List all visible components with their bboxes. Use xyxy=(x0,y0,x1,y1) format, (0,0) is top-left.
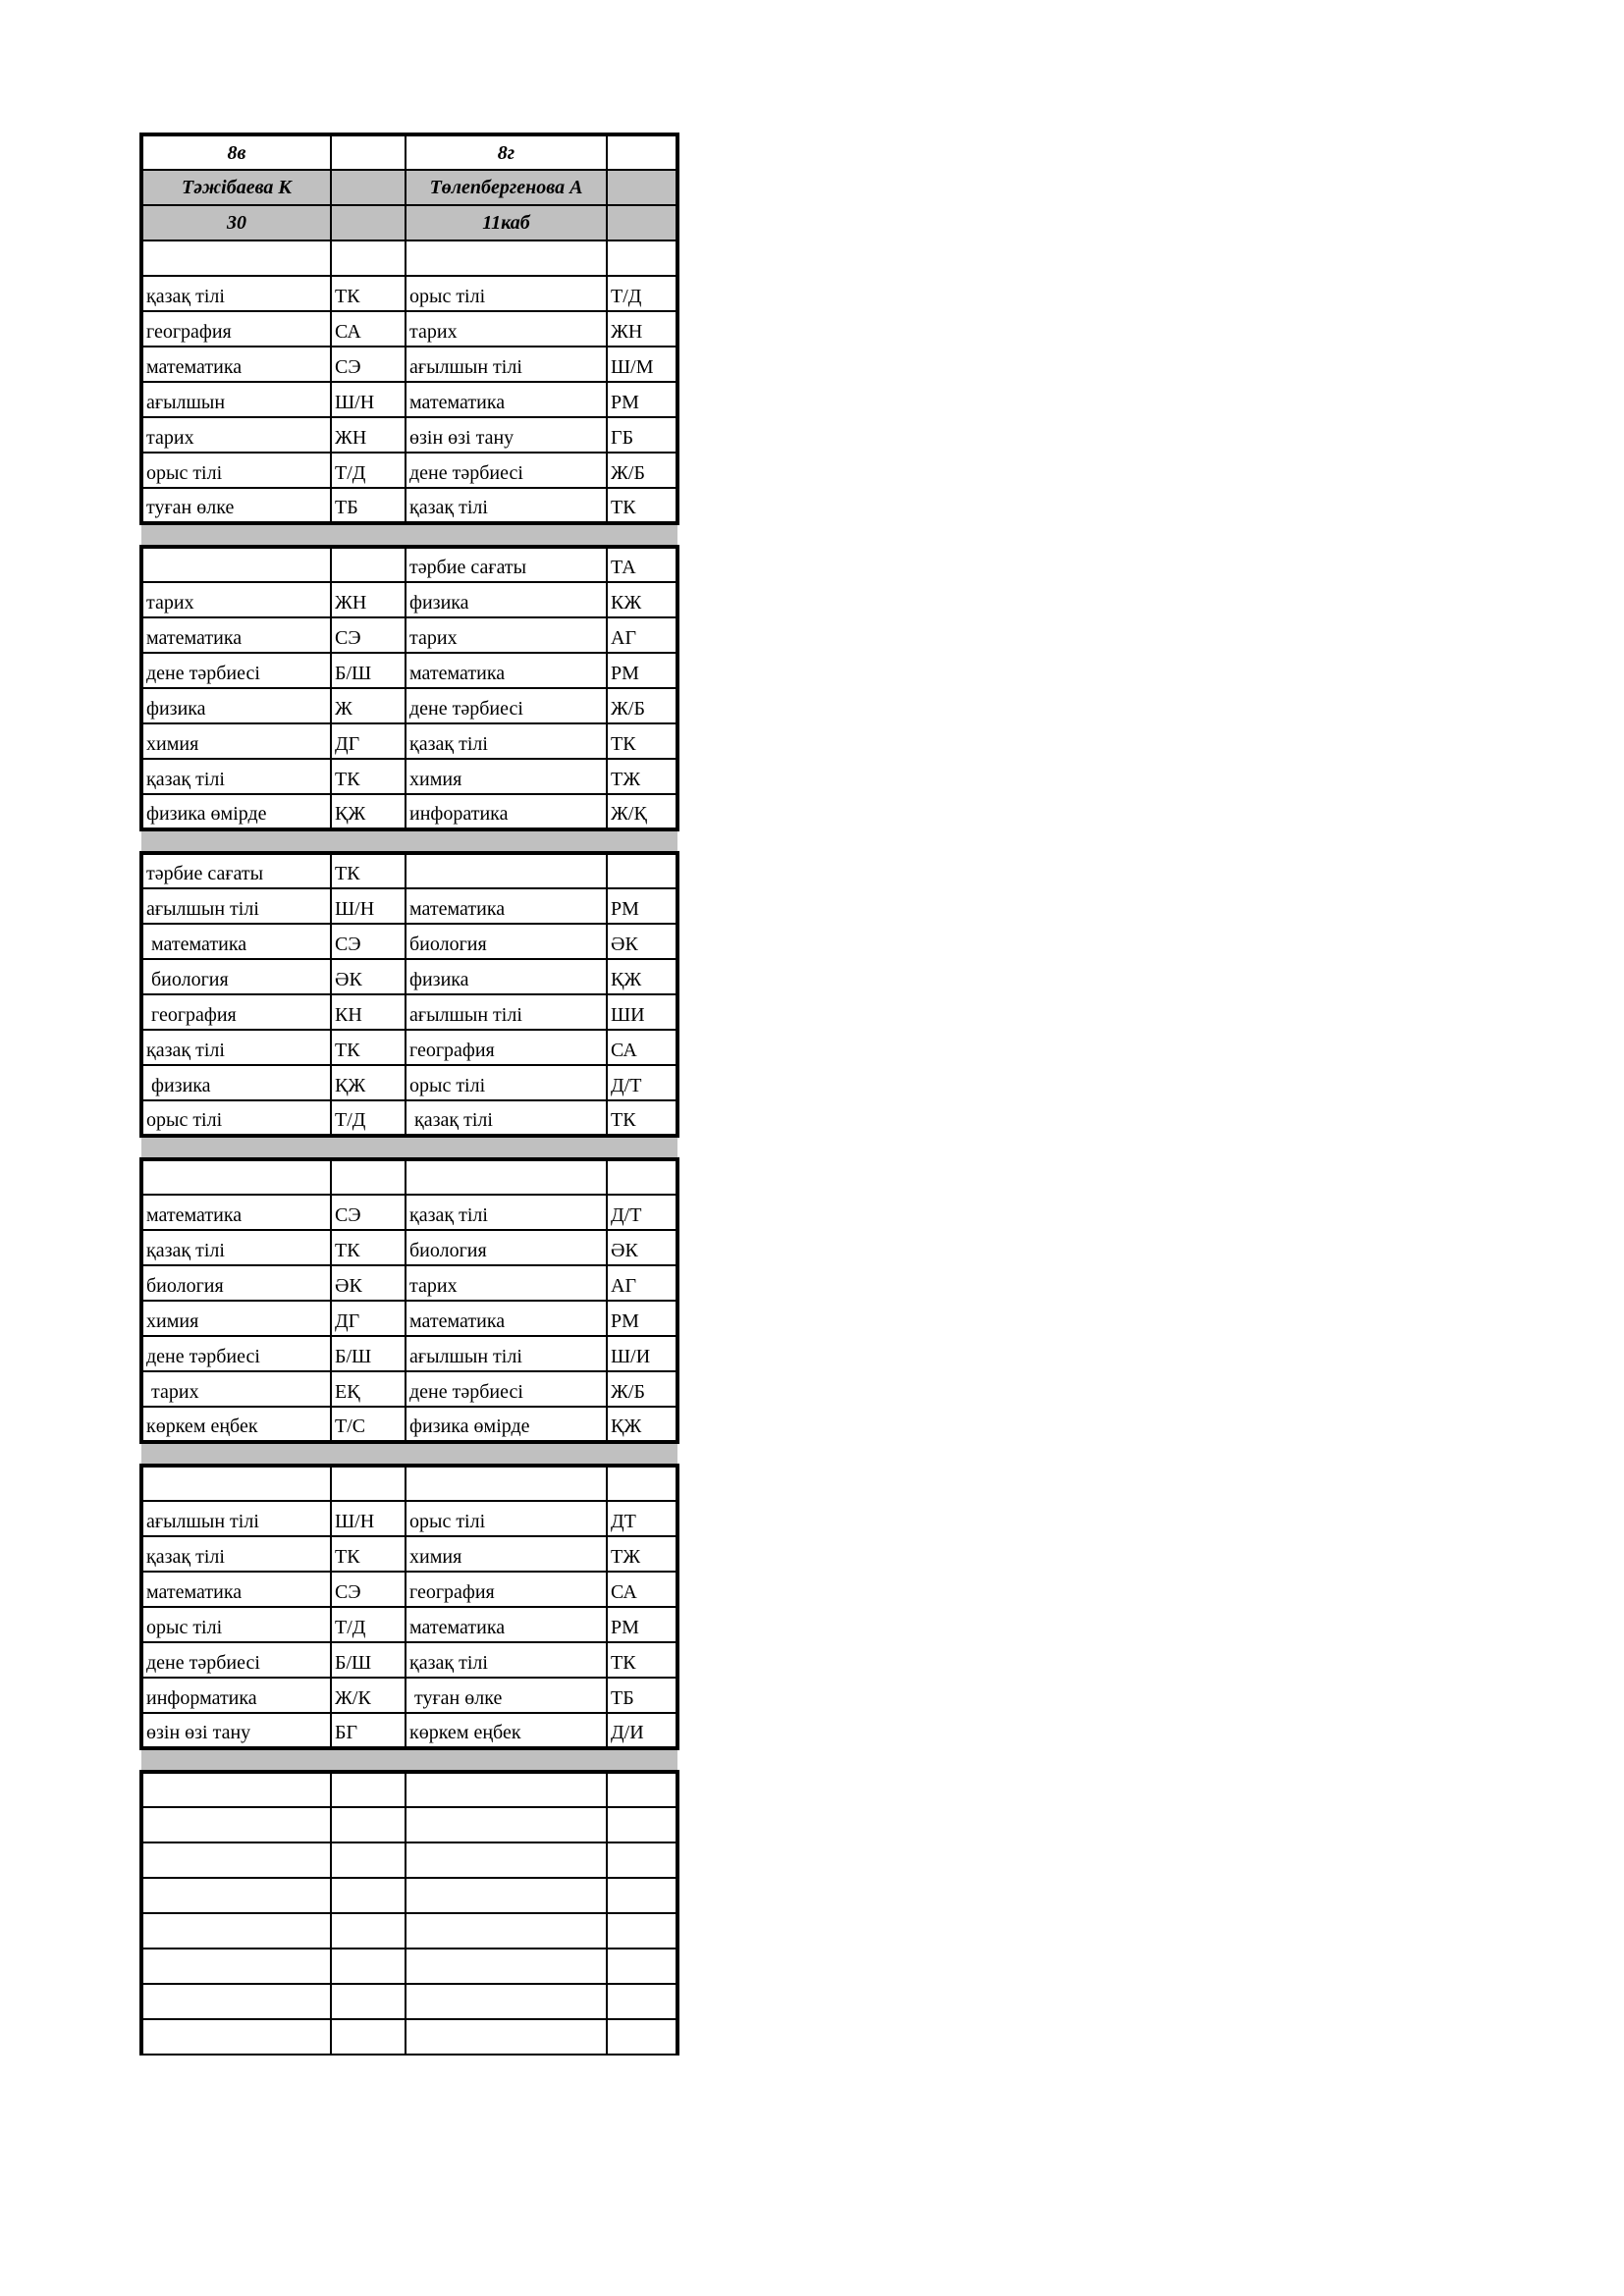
teacher-code-left: Б/Ш xyxy=(331,1336,406,1371)
teacher-code-right xyxy=(607,1466,677,1501)
subject-right: математика xyxy=(406,888,607,924)
subject-left: биология xyxy=(141,1265,331,1301)
lesson-row xyxy=(141,759,677,794)
subject-left xyxy=(141,1159,331,1195)
teacher-header-row xyxy=(141,170,677,205)
teacher-code-right: РМ xyxy=(607,1301,677,1336)
teacher-code-left xyxy=(331,1807,406,1842)
subject-right xyxy=(406,2019,607,2055)
subject-left: дене тәрбиесі xyxy=(141,653,331,688)
subject-right: география xyxy=(406,1572,607,1607)
teacher-code-left: Т/Д xyxy=(331,1100,406,1136)
subject-right: туған өлке xyxy=(406,1678,607,1713)
teacher-code-left xyxy=(331,1842,406,1878)
subject-left: ағылшын xyxy=(141,382,331,417)
teacher-code-right: ТЖ xyxy=(607,1536,677,1572)
subject-right: қазақ тілі xyxy=(406,1642,607,1678)
teacher-code-right: ӘК xyxy=(607,924,677,959)
day-separator-cell xyxy=(141,829,331,853)
teacher-code-right: ЖН xyxy=(607,311,677,347)
subject-left xyxy=(141,1878,331,1913)
subject-left xyxy=(141,1466,331,1501)
teacher-code-left: Т/Д xyxy=(331,1607,406,1642)
day-separator xyxy=(141,1136,677,1159)
teacher-code-right: ШИ xyxy=(607,994,677,1030)
subject-right: физика өмірде xyxy=(406,1407,607,1442)
day-separator-cell xyxy=(406,829,607,853)
teacher-code-right: ӘК xyxy=(607,1230,677,1265)
subject-right: математика xyxy=(406,653,607,688)
subject-right: орыс тілі xyxy=(406,1065,607,1100)
teacher-header-spacer xyxy=(331,170,406,205)
lesson-row xyxy=(141,1949,677,1984)
room-header-spacer xyxy=(331,205,406,240)
subject-right: биология xyxy=(406,924,607,959)
subject-right: тәрбие сағаты xyxy=(406,547,607,582)
day-separator-cell xyxy=(607,1442,677,1466)
teacher-code-left: Б/Ш xyxy=(331,653,406,688)
subject-right: химия xyxy=(406,1536,607,1572)
teacher-code-right: ҚЖ xyxy=(607,1407,677,1442)
lesson-row xyxy=(141,1678,677,1713)
teacher-name-left: Тәжібаева К xyxy=(141,170,331,205)
room-header-spacer xyxy=(607,205,677,240)
teacher-code-left: ӘК xyxy=(331,959,406,994)
teacher-code-left: Ж/К xyxy=(331,1678,406,1713)
lesson-row xyxy=(141,959,677,994)
subject-right: физика xyxy=(406,959,607,994)
day-separator-cell xyxy=(141,1136,331,1159)
teacher-code-left: ТК xyxy=(331,1536,406,1572)
subject-left: тарих xyxy=(141,417,331,453)
lesson-row xyxy=(141,417,677,453)
subject-right: химия xyxy=(406,759,607,794)
teacher-name-right: Төлепбергенова А xyxy=(406,170,607,205)
subject-left: тарих xyxy=(141,582,331,617)
lesson-row xyxy=(141,453,677,488)
subject-left xyxy=(141,1772,331,1807)
subject-right: география xyxy=(406,1030,607,1065)
subject-left: география xyxy=(141,311,331,347)
teacher-code-right xyxy=(607,1949,677,1984)
day-separator-cell xyxy=(607,829,677,853)
subject-right: инфоратика xyxy=(406,794,607,829)
subject-right xyxy=(406,1159,607,1195)
subject-left: информатика xyxy=(141,1678,331,1713)
teacher-code-right xyxy=(607,240,677,276)
subject-left: өзін өзі тану xyxy=(141,1713,331,1748)
teacher-code-right: РМ xyxy=(607,1607,677,1642)
teacher-code-right xyxy=(607,1984,677,2019)
lesson-row xyxy=(141,1265,677,1301)
teacher-code-right: Т/Д xyxy=(607,276,677,311)
subject-left xyxy=(141,1807,331,1842)
lesson-row xyxy=(141,1030,677,1065)
teacher-code-right: ГБ xyxy=(607,417,677,453)
subject-right xyxy=(406,1772,607,1807)
subject-right xyxy=(406,1984,607,2019)
lesson-row xyxy=(141,1159,677,1195)
lesson-row xyxy=(141,1572,677,1607)
subject-right: қазақ тілі xyxy=(406,1100,607,1136)
day-separator-cell xyxy=(141,1442,331,1466)
subject-right: дене тәрбиесі xyxy=(406,688,607,723)
subject-left: математика xyxy=(141,1572,331,1607)
subject-right xyxy=(406,853,607,888)
lesson-row xyxy=(141,888,677,924)
teacher-code-left: ЖН xyxy=(331,582,406,617)
subject-left: география xyxy=(141,994,331,1030)
teacher-code-right: АГ xyxy=(607,1265,677,1301)
subject-right: математика xyxy=(406,1607,607,1642)
subject-right: тарих xyxy=(406,1265,607,1301)
lesson-row xyxy=(141,617,677,653)
teacher-code-right: РМ xyxy=(607,653,677,688)
day-separator-cell xyxy=(406,523,607,547)
lesson-row xyxy=(141,1984,677,2019)
lesson-row xyxy=(141,688,677,723)
subject-left: қазақ тілі xyxy=(141,1230,331,1265)
subject-right xyxy=(406,1807,607,1842)
room-right: 11каб xyxy=(406,205,607,240)
day-separator-cell xyxy=(331,829,406,853)
subject-right xyxy=(406,1878,607,1913)
day-separator-cell xyxy=(331,1136,406,1159)
day-separator-cell xyxy=(141,1748,331,1772)
timetable xyxy=(139,133,679,2056)
subject-right: дене тәрбиесі xyxy=(406,453,607,488)
class-name-right: 8г xyxy=(406,134,607,170)
subject-left: қазақ тілі xyxy=(141,1030,331,1065)
lesson-row xyxy=(141,1913,677,1949)
lesson-row xyxy=(141,1713,677,1748)
teacher-code-left: ӘК xyxy=(331,1265,406,1301)
teacher-code-left: ДГ xyxy=(331,1301,406,1336)
teacher-code-right: СА xyxy=(607,1030,677,1065)
teacher-code-right: ТК xyxy=(607,723,677,759)
teacher-code-right xyxy=(607,1772,677,1807)
subject-right: математика xyxy=(406,1301,607,1336)
subject-left xyxy=(141,1984,331,2019)
subject-left xyxy=(141,1842,331,1878)
teacher-code-right: ТК xyxy=(607,1100,677,1136)
teacher-code-right: Ж/Қ xyxy=(607,794,677,829)
teacher-code-left xyxy=(331,1949,406,1984)
teacher-code-left xyxy=(331,1466,406,1501)
class-header-spacer xyxy=(331,134,406,170)
lesson-row xyxy=(141,1301,677,1336)
teacher-code-left: СЭ xyxy=(331,1195,406,1230)
class-header-spacer xyxy=(607,134,677,170)
teacher-code-left: КН xyxy=(331,994,406,1030)
day-separator xyxy=(141,829,677,853)
subject-left: биология xyxy=(141,959,331,994)
subject-left: математика xyxy=(141,617,331,653)
lesson-row xyxy=(141,853,677,888)
teacher-code-left: ТК xyxy=(331,1030,406,1065)
lesson-row xyxy=(141,1607,677,1642)
lesson-row xyxy=(141,1878,677,1913)
teacher-code-right: Ж/Б xyxy=(607,1371,677,1407)
day-separator xyxy=(141,1442,677,1466)
teacher-code-left: СА xyxy=(331,311,406,347)
subject-left: математика xyxy=(141,347,331,382)
lesson-row xyxy=(141,240,677,276)
teacher-code-left: ТБ xyxy=(331,488,406,523)
lesson-row xyxy=(141,794,677,829)
subject-right: ағылшын тілі xyxy=(406,994,607,1030)
teacher-code-left xyxy=(331,1984,406,2019)
teacher-code-right: РМ xyxy=(607,382,677,417)
teacher-code-right: Д/Т xyxy=(607,1195,677,1230)
teacher-code-right xyxy=(607,1842,677,1878)
lesson-row xyxy=(141,1501,677,1536)
lesson-row xyxy=(141,1407,677,1442)
subject-right: тарих xyxy=(406,617,607,653)
lesson-row xyxy=(141,1642,677,1678)
teacher-code-left: СЭ xyxy=(331,924,406,959)
teacher-code-left: ЖН xyxy=(331,417,406,453)
teacher-code-right: Д/Т xyxy=(607,1065,677,1100)
lesson-row xyxy=(141,582,677,617)
subject-right: биология xyxy=(406,1230,607,1265)
day-separator-cell xyxy=(607,1136,677,1159)
subject-left: дене тәрбиесі xyxy=(141,1336,331,1371)
teacher-code-right: Ж/Б xyxy=(607,688,677,723)
teacher-code-left: СЭ xyxy=(331,1572,406,1607)
teacher-code-left: ТК xyxy=(331,853,406,888)
lesson-row xyxy=(141,924,677,959)
subject-right xyxy=(406,1466,607,1501)
subject-left: қазақ тілі xyxy=(141,759,331,794)
subject-right: қазақ тілі xyxy=(406,488,607,523)
subject-left: химия xyxy=(141,723,331,759)
teacher-code-right: Д/И xyxy=(607,1713,677,1748)
subject-left: физика xyxy=(141,688,331,723)
lesson-row xyxy=(141,1336,677,1371)
teacher-code-right: СА xyxy=(607,1572,677,1607)
teacher-code-left xyxy=(331,1878,406,1913)
subject-right: ағылшын тілі xyxy=(406,1336,607,1371)
teacher-code-left xyxy=(331,2019,406,2055)
day-separator-cell xyxy=(607,523,677,547)
teacher-code-left: Ш/Н xyxy=(331,382,406,417)
teacher-code-left xyxy=(331,1772,406,1807)
subject-left: қазақ тілі xyxy=(141,276,331,311)
teacher-code-right xyxy=(607,1878,677,1913)
subject-right: қазақ тілі xyxy=(406,723,607,759)
lesson-row xyxy=(141,488,677,523)
class-header-row xyxy=(141,134,677,170)
subject-right: қазақ тілі xyxy=(406,1195,607,1230)
subject-left: орыс тілі xyxy=(141,1607,331,1642)
teacher-code-left: СЭ xyxy=(331,617,406,653)
teacher-code-right: ТА xyxy=(607,547,677,582)
lesson-row xyxy=(141,1065,677,1100)
subject-right: ағылшын тілі xyxy=(406,347,607,382)
teacher-code-right xyxy=(607,2019,677,2055)
subject-left: химия xyxy=(141,1301,331,1336)
subject-left: қазақ тілі xyxy=(141,1536,331,1572)
lesson-row xyxy=(141,1195,677,1230)
teacher-code-left: Т/Д xyxy=(331,453,406,488)
teacher-code-left: БГ xyxy=(331,1713,406,1748)
teacher-code-right xyxy=(607,1913,677,1949)
teacher-code-right: РМ xyxy=(607,888,677,924)
teacher-code-left: Ш/Н xyxy=(331,1501,406,1536)
day-separator xyxy=(141,523,677,547)
day-separator-cell xyxy=(406,1136,607,1159)
lesson-row xyxy=(141,547,677,582)
teacher-code-left: Т/С xyxy=(331,1407,406,1442)
teacher-code-left: ТК xyxy=(331,276,406,311)
day-separator-cell xyxy=(331,1442,406,1466)
teacher-code-left xyxy=(331,1913,406,1949)
subject-left: көркем еңбек xyxy=(141,1407,331,1442)
teacher-code-left: ҚЖ xyxy=(331,794,406,829)
subject-left: тарих xyxy=(141,1371,331,1407)
teacher-code-right: ТК xyxy=(607,1642,677,1678)
day-separator-cell xyxy=(141,523,331,547)
teacher-code-right: Ш/М xyxy=(607,347,677,382)
subject-left xyxy=(141,1949,331,1984)
teacher-code-left: ЕҚ xyxy=(331,1371,406,1407)
subject-right: көркем еңбек xyxy=(406,1713,607,1748)
subject-right: орыс тілі xyxy=(406,276,607,311)
subject-right xyxy=(406,1913,607,1949)
lesson-row xyxy=(141,653,677,688)
subject-left: дене тәрбиесі xyxy=(141,1642,331,1678)
teacher-code-left: ДГ xyxy=(331,723,406,759)
room-header-row xyxy=(141,205,677,240)
teacher-code-right: ҚЖ xyxy=(607,959,677,994)
teacher-code-left: ТК xyxy=(331,1230,406,1265)
day-separator-cell xyxy=(406,1442,607,1466)
teacher-code-left: ТК xyxy=(331,759,406,794)
teacher-code-left xyxy=(331,547,406,582)
subject-left: математика xyxy=(141,1195,331,1230)
teacher-code-left: ҚЖ xyxy=(331,1065,406,1100)
subject-left: тәрбие сағаты xyxy=(141,853,331,888)
teacher-code-left xyxy=(331,1159,406,1195)
lesson-row xyxy=(141,1371,677,1407)
lesson-row xyxy=(141,1536,677,1572)
lesson-row xyxy=(141,723,677,759)
teacher-code-right xyxy=(607,1159,677,1195)
subject-right: дене тәрбиесі xyxy=(406,1371,607,1407)
day-separator-cell xyxy=(331,1748,406,1772)
subject-left: математика xyxy=(141,924,331,959)
teacher-code-left xyxy=(331,240,406,276)
teacher-code-right: АГ xyxy=(607,617,677,653)
teacher-header-spacer xyxy=(607,170,677,205)
room-left: 30 xyxy=(141,205,331,240)
teacher-code-right: Ж/Б xyxy=(607,453,677,488)
subject-right xyxy=(406,240,607,276)
teacher-code-right: ТК xyxy=(607,488,677,523)
day-separator-cell xyxy=(607,1748,677,1772)
teacher-code-right: КЖ xyxy=(607,582,677,617)
day-separator-cell xyxy=(406,1748,607,1772)
subject-right xyxy=(406,1842,607,1878)
subject-right: орыс тілі xyxy=(406,1501,607,1536)
teacher-code-right: ДТ xyxy=(607,1501,677,1536)
subject-left: орыс тілі xyxy=(141,453,331,488)
subject-left: туған өлке xyxy=(141,488,331,523)
teacher-code-right: Ш/И xyxy=(607,1336,677,1371)
lesson-row xyxy=(141,2019,677,2055)
subject-right: тарих xyxy=(406,311,607,347)
lesson-row xyxy=(141,994,677,1030)
subject-left: физика өмірде xyxy=(141,794,331,829)
subject-left xyxy=(141,547,331,582)
day-separator xyxy=(141,1748,677,1772)
lesson-row xyxy=(141,1466,677,1501)
lesson-row xyxy=(141,347,677,382)
teacher-code-left: Ш/Н xyxy=(331,888,406,924)
teacher-code-left: Б/Ш xyxy=(331,1642,406,1678)
lesson-row xyxy=(141,1842,677,1878)
teacher-code-right xyxy=(607,1807,677,1842)
subject-left xyxy=(141,1913,331,1949)
lesson-row xyxy=(141,382,677,417)
subject-right xyxy=(406,1949,607,1984)
lesson-row xyxy=(141,311,677,347)
lesson-row xyxy=(141,1100,677,1136)
subject-left: ағылшын тілі xyxy=(141,1501,331,1536)
teacher-code-right: ТБ xyxy=(607,1678,677,1713)
subject-right: физика xyxy=(406,582,607,617)
teacher-code-left: Ж xyxy=(331,688,406,723)
teacher-code-right xyxy=(607,853,677,888)
subject-left xyxy=(141,240,331,276)
lesson-row xyxy=(141,1772,677,1807)
class-name-left: 8в xyxy=(141,134,331,170)
subject-right: өзін өзі тану xyxy=(406,417,607,453)
lesson-row xyxy=(141,1807,677,1842)
teacher-code-right: ТЖ xyxy=(607,759,677,794)
subject-right: математика xyxy=(406,382,607,417)
lesson-row xyxy=(141,1230,677,1265)
subject-left xyxy=(141,2019,331,2055)
subject-left: орыс тілі xyxy=(141,1100,331,1136)
subject-left: ағылшын тілі xyxy=(141,888,331,924)
subject-left: физика xyxy=(141,1065,331,1100)
lesson-row xyxy=(141,276,677,311)
day-separator-cell xyxy=(331,523,406,547)
teacher-code-left: СЭ xyxy=(331,347,406,382)
